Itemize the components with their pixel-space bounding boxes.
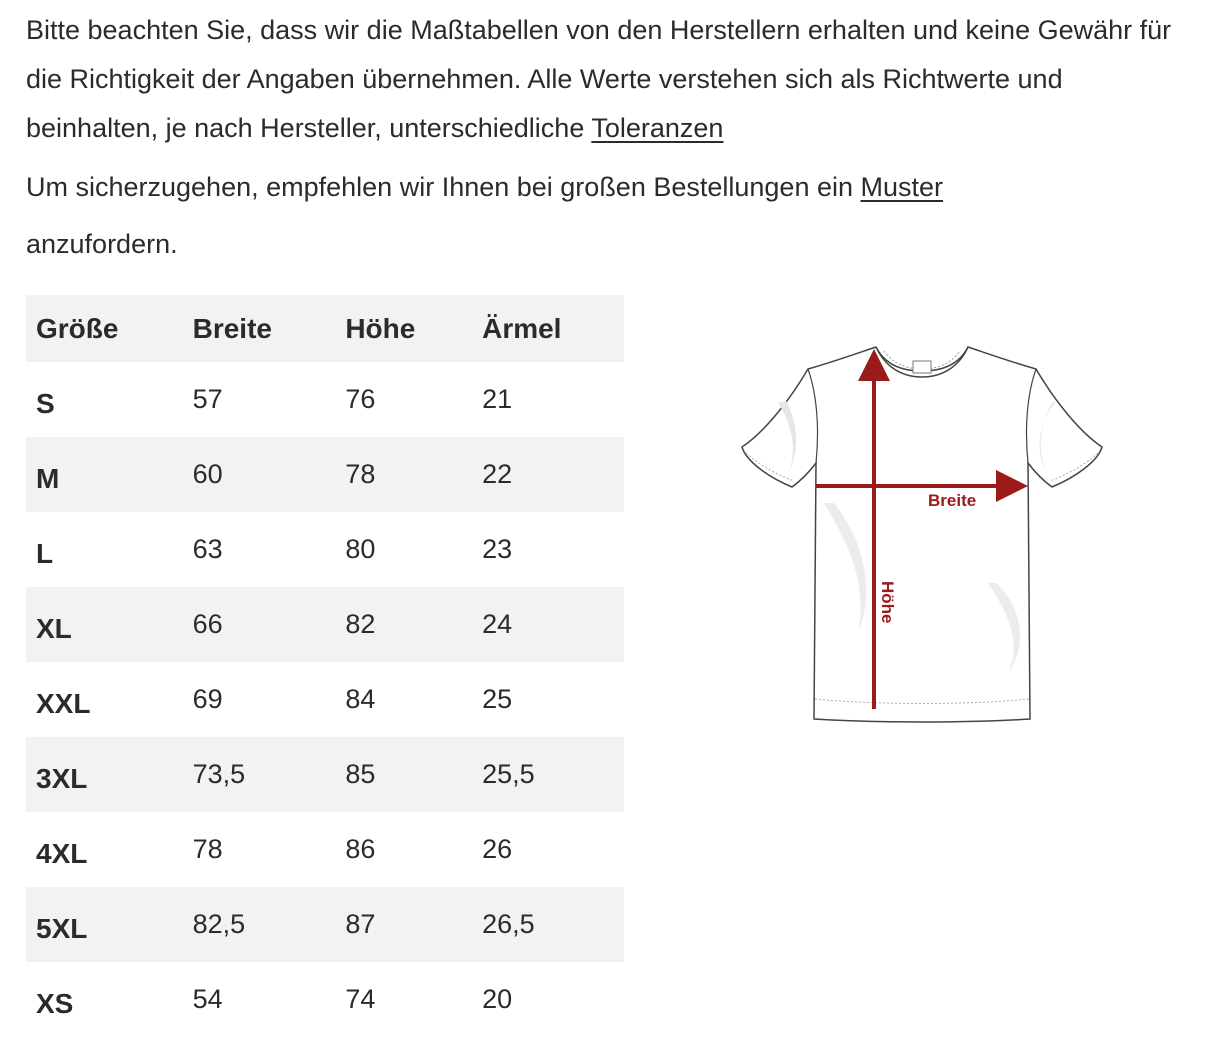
- cell-sleeve: 21: [482, 384, 513, 414]
- cell-width: 54: [192, 984, 223, 1014]
- tshirt-measurement-diagram: [738, 343, 1110, 725]
- cell-size: XS: [36, 987, 74, 1019]
- cell-sleeve: 22: [482, 459, 513, 489]
- cell-height: 76: [345, 384, 376, 414]
- table-row: [26, 512, 624, 587]
- table-row: [26, 737, 624, 812]
- cell-sleeve: 20: [482, 984, 513, 1014]
- sample-paragraph: [26, 159, 1196, 273]
- neck-label: [913, 361, 931, 373]
- cell-height: 85: [345, 759, 376, 789]
- cell-sleeve: 25: [482, 684, 513, 714]
- disclaimer-paragraph: [26, 6, 1196, 153]
- width-label: Breite: [928, 491, 977, 510]
- size-chart-intro: [26, 6, 1196, 273]
- cell-height: 86: [345, 834, 376, 864]
- cell-width: 69: [192, 684, 223, 714]
- cell-sleeve: 24: [482, 609, 513, 639]
- cell-sleeve: 26: [482, 834, 513, 864]
- header-height: Höhe: [345, 312, 416, 344]
- sample-text-end: anzufordern.: [26, 229, 178, 259]
- table-row: [26, 962, 624, 1037]
- size-table: [26, 295, 624, 1037]
- cell-height: 84: [345, 684, 376, 714]
- cell-height: 87: [345, 909, 376, 939]
- cell-width: 82,5: [192, 909, 246, 939]
- table-row: [26, 437, 624, 512]
- cell-size: 5XL: [36, 912, 88, 944]
- table-row: [26, 887, 624, 962]
- table-header-row: [26, 295, 624, 362]
- disclaimer-text: Bitte beachten Sie, dass wir die Maßtabellen von den Herstellern erhalten und keine Gewähr für die Richtigkeit der Angaben übernehmen. Alle Werte verstehen sich als Richtwerte und beinhalten, je nach Hersteller, unterschiedliche: [26, 15, 1172, 143]
- cell-width: 78: [192, 834, 223, 864]
- cell-sleeve: 26,5: [482, 909, 535, 939]
- cell-height: 74: [345, 984, 376, 1014]
- cell-size: L: [36, 537, 54, 569]
- cell-size: M: [36, 462, 60, 494]
- table-row: [26, 662, 624, 737]
- sample-text: Um sicherzugehen, empfehlen wir Ihnen bei großen Bestellungen ein: [26, 172, 853, 202]
- cell-size: 3XL: [36, 762, 88, 794]
- header-sleeve: Ärmel: [482, 312, 562, 344]
- cell-size: XXL: [36, 687, 91, 719]
- table-row: [26, 362, 624, 437]
- cell-size: S: [36, 387, 55, 419]
- table-row: [26, 587, 624, 662]
- tshirt-outline: [742, 347, 1102, 722]
- header-width: Breite: [192, 312, 272, 344]
- cell-size: XL: [36, 612, 72, 644]
- sample-link[interactable]: Muster: [860, 172, 944, 202]
- cell-width: 60: [192, 459, 223, 489]
- table-row: [26, 812, 624, 887]
- cell-sleeve: 23: [482, 534, 513, 564]
- cell-width: 63: [192, 534, 223, 564]
- cell-sleeve: 25,5: [482, 759, 535, 789]
- cell-height: 78: [345, 459, 376, 489]
- header-size: Größe: [36, 312, 119, 344]
- cell-height: 80: [345, 534, 376, 564]
- cell-width: 57: [192, 384, 223, 414]
- cell-width: 66: [192, 609, 223, 639]
- height-label: Höhe: [878, 581, 897, 624]
- cell-size: 4XL: [36, 837, 88, 869]
- tolerances-link[interactable]: Toleranzen: [591, 113, 724, 143]
- cell-width: 73,5: [192, 759, 246, 789]
- cell-height: 82: [345, 609, 376, 639]
